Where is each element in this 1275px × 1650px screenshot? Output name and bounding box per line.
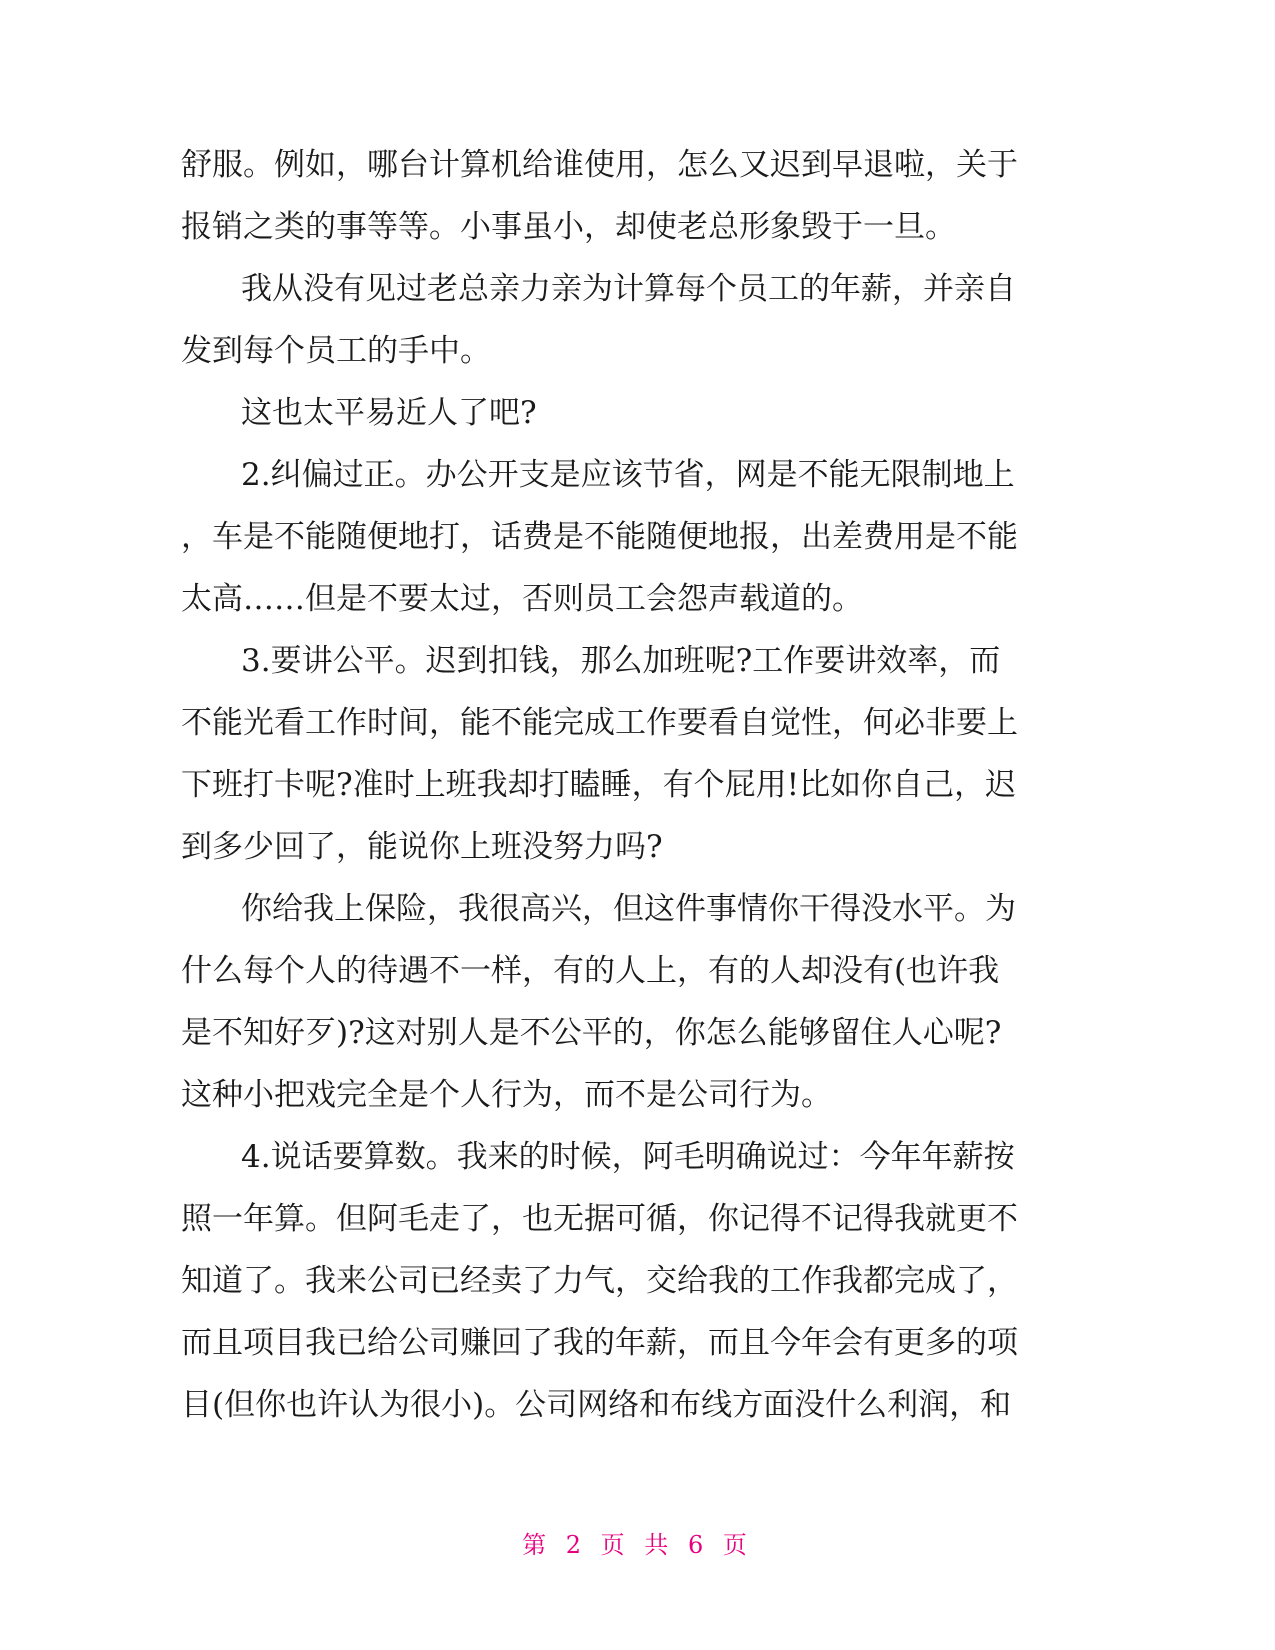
text-line-content: 报销之类的事等等。小事虽小，却使老总形象毁于一旦。 [181, 209, 956, 245]
text-line-content: ，车是不能随便地打，话费是不能随便地报，出差费用是不能 [181, 519, 1018, 555]
text-line-content: 到多少回了，能说你上班没努力吗? [181, 829, 663, 865]
page-number-footer: 第 2 页 共 6 页 [522, 1531, 753, 1559]
text-line-content: 照一年算。但阿毛走了，也无据可循，你记得不记得我就更不 [181, 1201, 1018, 1237]
text-line-content: 你给我上保险，我很高兴，但这件事情你干得没水平。为 [241, 891, 1016, 927]
text-line-content: 而且项目我已给公司赚回了我的年薪，而且今年会有更多的项 [181, 1325, 1018, 1361]
text-line-content: 这也太平易近人了吧? [241, 395, 537, 431]
text-line-content: 知道了。我来公司已经卖了力气，交给我的工作我都完成了， [181, 1263, 1018, 1299]
text-line-content: 下班打卡呢?准时上班我却打瞌睡，有个屁用!比如你自己，迟 [181, 767, 1017, 803]
text-line-content: 4.说话要算数。我来的时候，阿毛明确说过：今年年薪按 [241, 1139, 1015, 1175]
text-line-content: 太高……但是不要太过，否则员工会怨声载道的。 [181, 581, 863, 617]
text-line-content: 发到每个员工的手中。 [181, 333, 491, 369]
text-line-content: 是不知好歹)?这对别人是不公平的，你怎么能够留住人心呢? [181, 1015, 1002, 1051]
text-line-content: 目(但你也许认为很小)。公司网络和布线方面没什么利润，和 [181, 1387, 1012, 1423]
text-line-content: 我从没有见过老总亲力亲为计算每个员工的年薪，并亲自 [241, 271, 1016, 307]
text-line-content: 什么每个人的待遇不一样，有的人上，有的人却没有(也许我 [181, 953, 1000, 989]
text-line-content: 这种小把戏完全是个人行为，而不是公司行为。 [181, 1077, 832, 1113]
text-line-content: 舒服。例如，哪台计算机给谁使用，怎么又迟到早退啦，关于 [181, 147, 1018, 183]
text-line-content: 3.要讲公平。迟到扣钱，那么加班呢?工作要讲效率，而 [241, 643, 1001, 679]
text-line-content: 不能光看工作时间，能不能完成工作要看自觉性，何必非要上 [181, 705, 1018, 741]
text-line-content: 2.纠偏过正。办公开支是应该节省，网是不能无限制地上 [241, 457, 1015, 493]
